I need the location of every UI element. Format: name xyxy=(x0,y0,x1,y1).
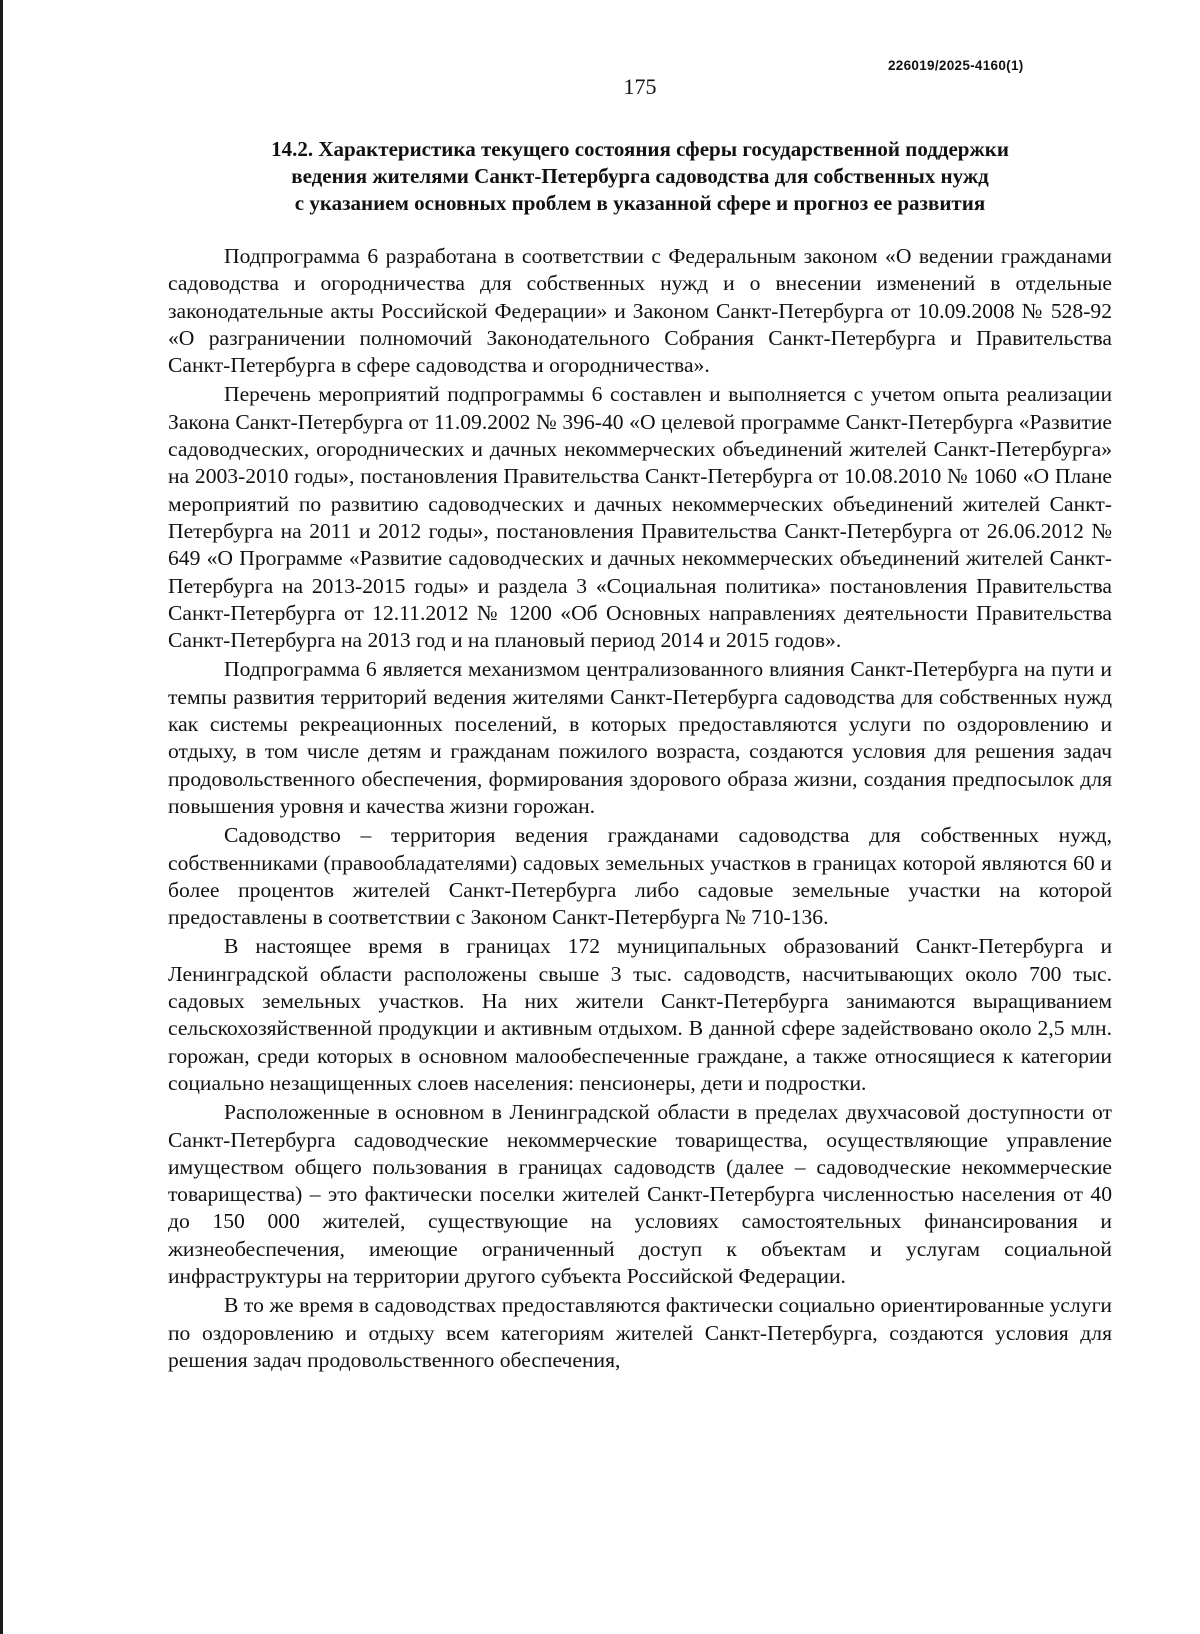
section-heading xyxy=(150,136,1130,217)
body-text xyxy=(168,243,1112,1376)
paragraph: Перечень мероприятий подпрограммы 6 составлен и выполняется с учетом опыта реализации Закона Санкт-Петербурга от 11.09.2002 № 396-40 «О целевой программе Санкт-Петербурга «Развитие садоводческих, огороднических и дачных некоммерческих объединений жителей Санкт-Петербурга» на 2003-2010 годы», постановления Правительства Санкт-Петербурга от 10.08.2010 № 1060 «О Плане мероприятий по развитию садоводческих и дачных некоммерческих объединений жителей Санкт-Петербурга на 2011 и 2012 годы», постановления Правительства Санкт-Петербурга от 26.06.2012 № 649 «О Программе «Развитие садоводческих и дачных некоммерческих объединений жителей Санкт-Петербурга на 2013-2015 годы» и раздела 3 «Социальная политика» постановления Правительства Санкт-Петербурга от 12.11.2012 № 1200 «Об Основных направлениях деятельности Правительства Санкт-Петербурга на 2013 год и на плановый период 2014 и 2015 годов». xyxy=(168,382,1112,653)
heading-line: с указанием основных проблем в указанной сфере и прогноз ее развития xyxy=(294,191,986,215)
heading-line: ведения жителями Санкт-Петербурга садоводства для собственных нужд xyxy=(291,164,989,188)
paragraph: Садоводство – территория ведения гражданами садоводства для собственных нужд, собственниками (правообладателями) садовых земельных участков в границах которой являются 60 и более процентов жителей Санкт-Петербурга либо садовые земельные участки на которой предоставлены в соответствии с Законом Санкт-Петербурга № 710-136. xyxy=(168,823,1112,930)
document-registration-number: 226019/2025-4160(1) xyxy=(888,58,1024,73)
paragraph: Расположенные в основном в Ленинградской области в пределах двухчасовой доступности от Санкт-Петербурга садоводческие некоммерческие товарищества, осуществляющие управление имуществом общего пользования в границах садоводств (далее – садоводческие некоммерческие товарищества) – это фактически поселки жителей Санкт-Петербурга численностью населения от 40 до 150 000 жителей, существующие на условиях самостоятельных финансирования и жизнеобеспечения, имеющие ограниченный доступ к объектам и услугам социальной инфраструктуры на территории другого субъекта Российской Федерации. xyxy=(168,1100,1112,1288)
paragraph: В настоящее время в границах 172 муниципальных образований Санкт-Петербурга и Ленинградской области расположены свыше 3 тыс. садоводств, насчитывающих около 700 тыс. садовых земельных участков. На них жители Санкт-Петербурга занимаются выращиванием сельскохозяйственной продукции и активным отдыхом. В данной сфере задействовано около 2,5 млн. горожан, среди которых в основном малообеспеченные граждане, а также относящиеся к категории социально незащищенных слоев населения: пенсионеры, дети и подростки. xyxy=(168,934,1112,1095)
paragraph: В то же время в садоводствах предоставляются фактически социально ориентированные услуги по оздоровлению и отдыху всем категориям жителей Санкт-Петербурга, создаются условия для решения задач продовольственного обеспечения, xyxy=(168,1293,1112,1372)
paragraph: Подпрограмма 6 является механизмом централизованного влияния Санкт-Петербурга на пути и темпы развития территорий ведения жителями Санкт-Петербурга садоводства для собственных нужд как системы рекреационных поселений, в которых предоставляются услуги по оздоровлению и отдыху, в том числе детям и гражданам пожилого возраста, создаются условия для решения задач продовольственного обеспечения, формирования здорового образа жизни, создания предпосылок для повышения уровня и качества жизни горожан. xyxy=(168,657,1112,818)
page-number: 175 xyxy=(623,74,657,99)
scan-edge xyxy=(0,0,3,1634)
paragraph: Подпрограмма 6 разработана в соответствии с Федеральным законом «О ведении гражданами садоводства и огородничества для собственных нужд и о внесении изменений в отдельные законодательные акты Российской Федерации» и Законом Санкт-Петербурга от 10.09.2008 № 528-92 «О разграничении полномочий Законодательного Собрания Санкт-Петербурга и Правительства Санкт-Петербурга в сфере садоводства и огородничества». xyxy=(168,244,1112,378)
heading-line: 14.2. Характеристика текущего состояния сферы государственной поддержки xyxy=(271,137,1009,161)
